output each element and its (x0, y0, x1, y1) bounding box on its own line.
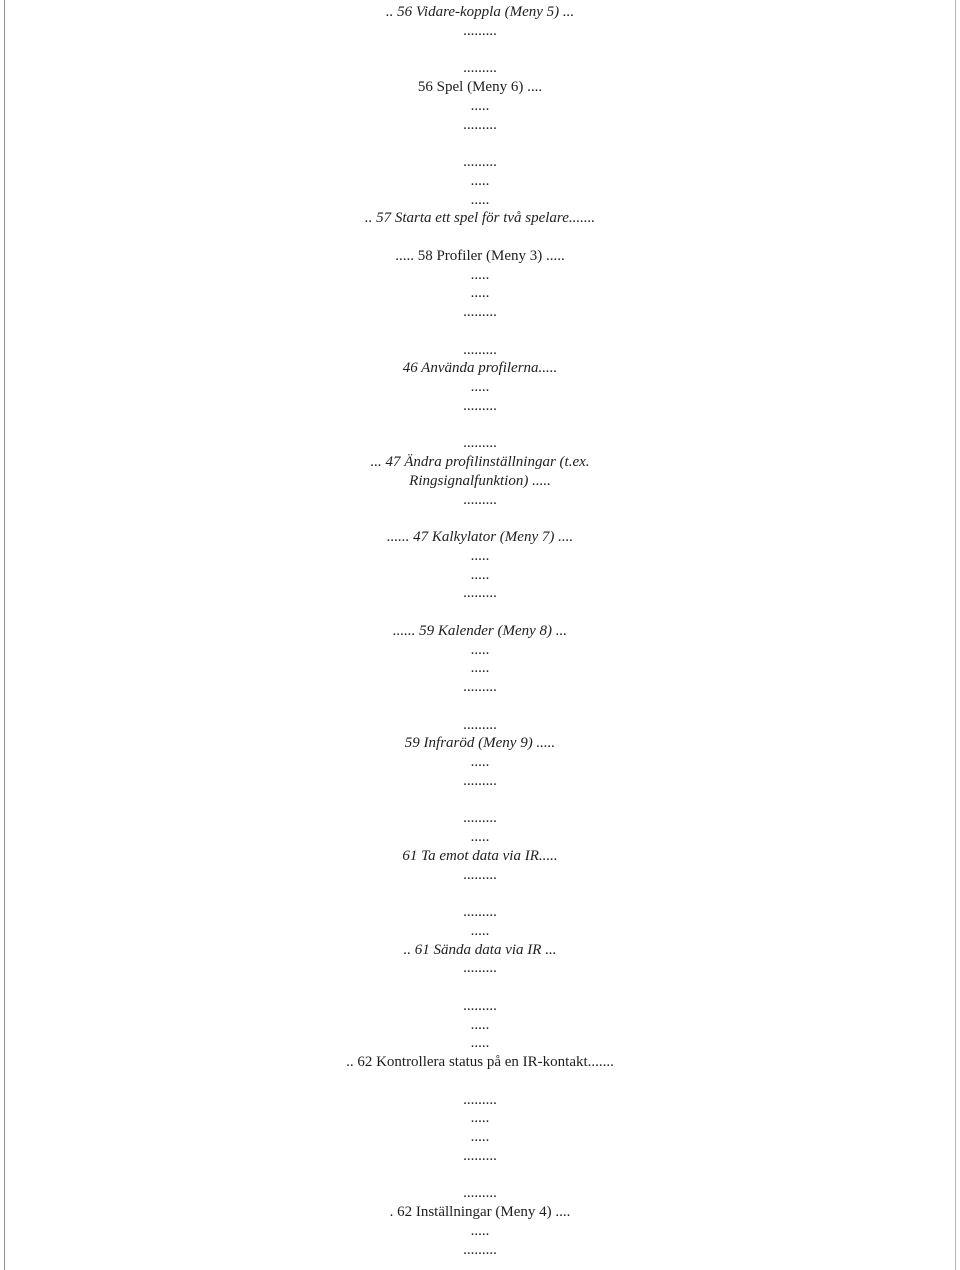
leader-dots: ......... (463, 866, 497, 883)
leader-dots: ..... (470, 641, 490, 658)
leader-dots: ......... (463, 397, 497, 414)
blank-line (0, 509, 960, 528)
leader-dots: ......... (463, 22, 497, 39)
leader-dots: ......... (463, 341, 497, 358)
leader-dots: ..... (470, 1110, 490, 1127)
leader-dots: ..... (470, 1129, 490, 1145)
leader-dots: ......... (463, 585, 497, 602)
blank-line (0, 697, 960, 716)
toc-entry: .. 56 Vidare-koppla (Meny 5) ... (385, 4, 575, 20)
leader-dots: ..... (470, 266, 490, 283)
leader-dots: ......... (463, 1091, 497, 1108)
toc-entry: 46 Använda profilerna..... (402, 360, 558, 377)
leader-dots: ..... (470, 285, 490, 302)
blank-line (0, 416, 960, 435)
blank-line (0, 1166, 960, 1185)
blank-line (0, 603, 960, 622)
blank-line (0, 322, 960, 341)
leader-dots: ..... (470, 754, 490, 770)
leader-dots: ..... (470, 547, 490, 564)
leader-dots: ..... (470, 191, 490, 208)
leader-dots: ......... (463, 716, 497, 733)
leader-dots: ......... (463, 810, 497, 827)
toc-entry: Ringsignalfunktion) ..... (409, 472, 551, 489)
leader-dots: ......... (463, 154, 497, 170)
leader-dots: ..... (470, 1016, 490, 1033)
leader-dots: ..... (470, 1222, 490, 1239)
leader-dots: ..... (470, 829, 490, 845)
leader-dots: ..... (470, 922, 490, 939)
leader-dots: ..... (470, 97, 490, 114)
toc-entry: . 62 Inställningar (Meny 4) .... (389, 1204, 571, 1220)
blank-line (0, 134, 960, 153)
leader-dots: ..... (470, 379, 490, 395)
toc-entry: 61 Ta emot data via IR..... (402, 847, 558, 864)
leader-dots: ......... (463, 1147, 497, 1164)
blank-line (0, 884, 960, 903)
leader-dots: ..... (470, 1035, 490, 1052)
leader-dots: ..... (470, 566, 490, 583)
blank-line (0, 41, 960, 60)
toc-entry: .. 57 Starta ett spel för två spelare....... (364, 210, 596, 227)
leader-dots: ......... (463, 997, 497, 1014)
toc-entry: .. 61 Sända data via IR ... (403, 941, 557, 958)
blank-line (0, 1072, 960, 1091)
toc-entry: 56 Spel (Meny 6) .... (417, 79, 543, 95)
toc-entry: 59 Infraröd (Meny 9) ..... (404, 735, 556, 752)
leader-dots: ......... (463, 304, 497, 320)
leader-dots: ......... (463, 960, 497, 977)
toc-entry: ..... 58 Profiler (Meny 3) ..... (395, 247, 565, 264)
toc-entry: .. 62 Kontrollera status på en IR-kontakt....... (346, 1054, 614, 1070)
blank-line (0, 791, 960, 810)
leader-dots: ......... (463, 116, 497, 133)
blank-line (0, 228, 960, 247)
leader-dots: ......... (463, 1185, 497, 1202)
leader-dots: ......... (463, 435, 497, 452)
toc-entry: ...... 59 Kalender (Meny 8) ... (392, 622, 568, 639)
leader-dots: ..... (470, 660, 490, 677)
leader-dots: ..... (470, 172, 490, 189)
leader-dots: ......... (463, 491, 497, 508)
toc-entry: ... 47 Ändra profilinställningar (t.ex. (370, 454, 590, 470)
leader-dots: ......... (463, 772, 497, 789)
leader-dots: ......... (463, 1241, 497, 1258)
leader-dots: ......... (463, 60, 497, 77)
leader-dots: ......... (463, 904, 497, 920)
toc-entry: ...... 47 Kalkylator (Meny 7) .... (386, 529, 574, 545)
blank-line (0, 978, 960, 997)
table-of-contents (0, 3, 960, 1259)
leader-dots: ......... (463, 679, 497, 695)
